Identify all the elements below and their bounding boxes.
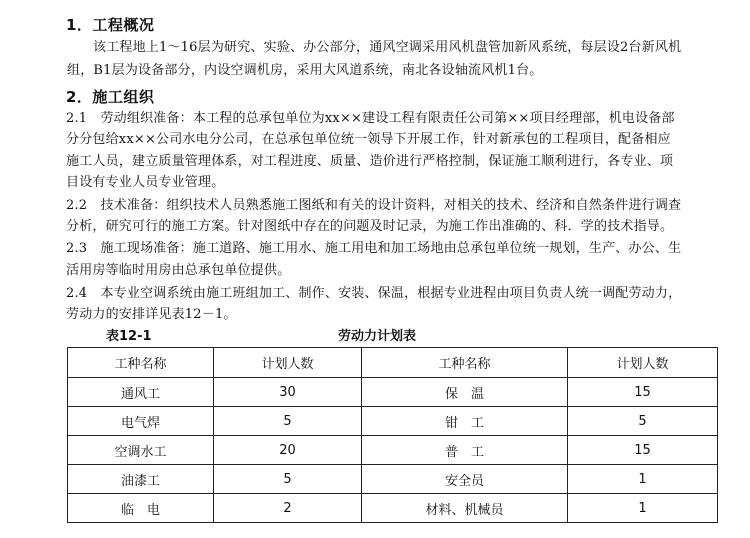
- trade-cell: 安全员: [362, 465, 568, 494]
- paragraph-line: 活用房等临时用房由总承包单位提供。: [66, 263, 291, 278]
- section-heading-overview: 1．工程概况: [66, 16, 155, 34]
- count-cell: 20: [214, 436, 362, 465]
- paragraph-line: 2.4 本专业空调系统由施工班组加工、制作、安装、保温，根据专业进程由项目负责人统一调配劳动力，: [66, 286, 682, 301]
- trade-cell: 保 温: [362, 378, 568, 407]
- section-heading-organization: 2．施工组织: [66, 88, 155, 106]
- count-cell: 5: [214, 407, 362, 436]
- count-cell: 1: [568, 465, 718, 494]
- header-planned-count: 计划人数: [568, 348, 718, 378]
- paragraph-line: 2.1 劳动组织准备：本工程的总承包单位为xx××建设工程有限责任公司第××项目经理部，机电设备部: [66, 111, 675, 126]
- labor-plan-table: [67, 347, 718, 523]
- paragraph-line: 该工程地上1～16层为研究、实验、办公部分，通风空调采用风机盘管加新风系统，每层设2台新风机: [93, 40, 682, 55]
- trade-cell: 钳 工: [362, 407, 568, 436]
- trade-cell: 通风工: [68, 378, 214, 407]
- table-row: [68, 407, 718, 436]
- trade-cell: 电气焊: [68, 407, 214, 436]
- paragraph-line: 分分包给xx××公司水电分公司，在总承包单位统一领导下开展工作，针对新承包的工程项目，配备相应: [66, 132, 671, 147]
- trade-cell: 材料、机械员: [362, 494, 568, 523]
- trade-cell: 空调水工: [68, 436, 214, 465]
- table-label: 表12-1: [106, 329, 152, 344]
- count-cell: 5: [568, 407, 718, 436]
- trade-cell: 普 工: [362, 436, 568, 465]
- table-title: 劳动力计划表: [338, 329, 417, 344]
- count-cell: 15: [568, 436, 718, 465]
- paragraph-line: 施工人员，建立质量管理体系，对工程进度、质量、造价进行严格控制，保证施工顺利进行，各专业、项: [66, 154, 674, 169]
- count-cell: 5: [214, 465, 362, 494]
- paragraph-line: 组，B1层为设备部分，内设空调机房，采用大风道系统，南北各设轴流风机1台。: [67, 63, 543, 78]
- count-cell: 30: [214, 378, 362, 407]
- paragraph-line: 劳动力的安排详见表12－1。: [66, 307, 237, 322]
- trade-cell: 油漆工: [68, 465, 214, 494]
- header-planned-count: 计划人数: [214, 348, 362, 378]
- count-cell: 15: [568, 378, 718, 407]
- paragraph-line: 分析，研究可行的施工方案。针对图纸中存在的问题及时记录，为施工作出准确的、科．学的技术指导。: [66, 219, 674, 234]
- paragraph-line: 2.3 施工现场准备：施工道路、施工用水、施工用电和加工场地由总承包单位统一规划，生产、办公、生: [66, 241, 682, 256]
- table-row: [68, 465, 718, 494]
- header-trade-name: 工种名称: [68, 348, 214, 378]
- count-cell: 1: [568, 494, 718, 523]
- paragraph-line: 目设有专业人员专业管理。: [66, 175, 225, 190]
- table-row: [68, 494, 718, 523]
- trade-cell: 临 电: [68, 494, 214, 523]
- table-row: [68, 378, 718, 407]
- table-row: [68, 436, 718, 465]
- count-cell: 2: [214, 494, 362, 523]
- paragraph-line: 2.2 技术准备：组织技术人员熟悉施工图纸和有关的设计资料，对相关的技术、经济和自然条件进行调查: [66, 198, 682, 213]
- header-trade-name: 工种名称: [362, 348, 568, 378]
- table-header-row: [68, 348, 718, 378]
